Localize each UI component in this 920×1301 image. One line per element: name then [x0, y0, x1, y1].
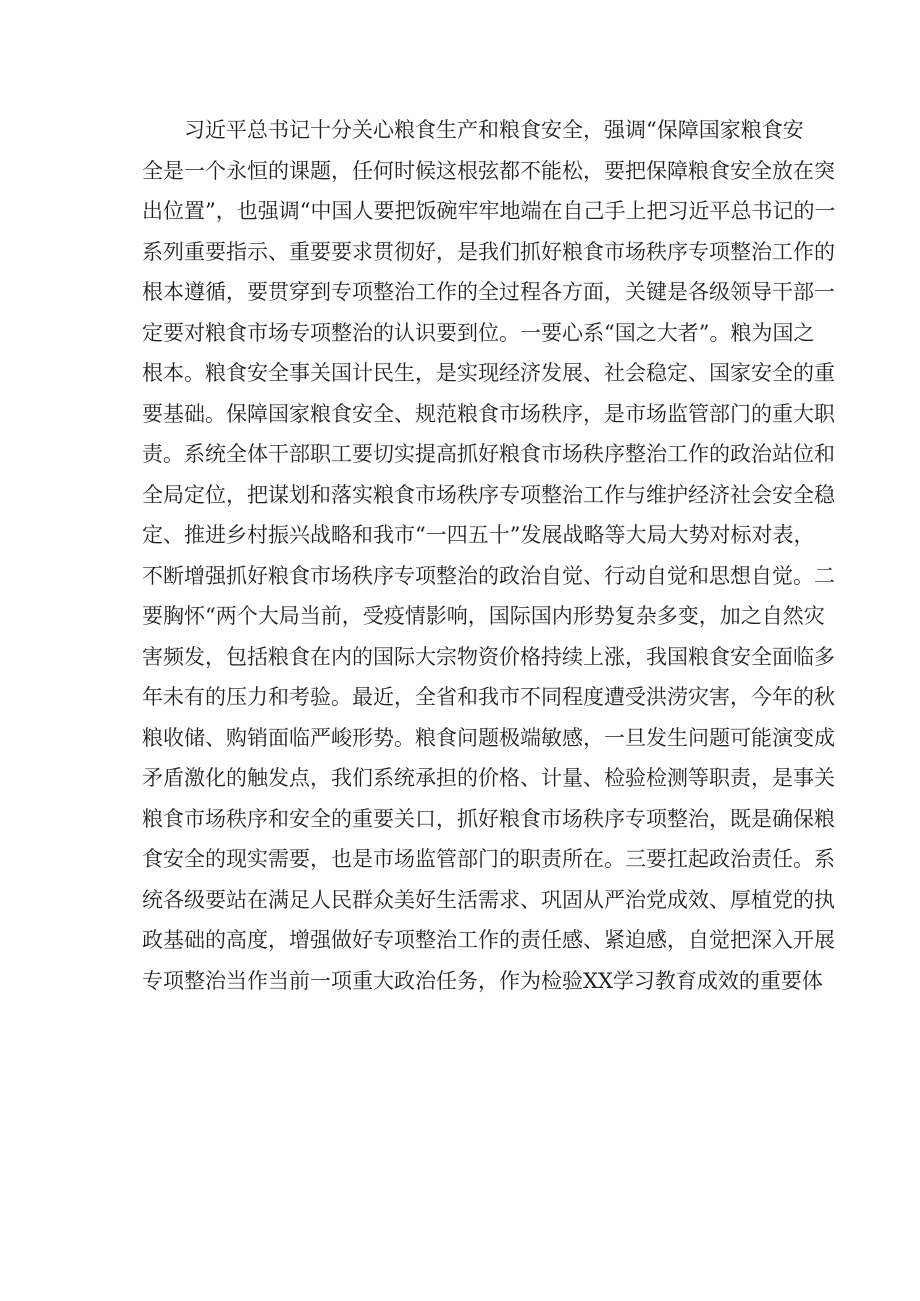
- paragraph-line: 专项整治当作当前一项重大政治任务，作为检验XX学习教育成效的重要体: [142, 968, 823, 993]
- paragraph-line: 统各级要站在满足人民群众美好生活需求、巩固从严治党成效、厚植党的执: [142, 887, 835, 912]
- paragraph-line: 矛盾激化的触发点，我们系统承担的价格、计量、检验检测等职责，是事关: [142, 766, 835, 790]
- paragraph-line: 害频发，包括粮食在内的国际大宗物资价格持续上涨，我国粮食安全面临多: [142, 644, 835, 669]
- body-paragraph: [142, 110, 836, 1001]
- paragraph-line: 全是一个永恒的课题，任何时候这根弦都不能松，要把保障粮食安全放在突: [142, 158, 835, 183]
- paragraph-line: 粮收储、购销面临严峻形势。粮食问题极端敏感，一旦发生问题可能演变成: [142, 725, 835, 750]
- paragraph-line: 定、推进乡村振兴战略和我市“一四五十”发展战略等大局大势对标对表，: [142, 523, 815, 547]
- paragraph-line: 全局定位，把谋划和落实粮食市场秩序专项整治工作与维护经济社会安全稳: [142, 482, 835, 507]
- paragraph-line: 年未有的压力和考验。最近，全省和我市不同程度遭受洪涝灾害，今年的秋: [142, 685, 835, 709]
- paragraph-line: 粮食市场秩序和安全的重要关口，抓好粮食市场秩序专项整治，既是确保粮: [142, 806, 835, 831]
- paragraph-line: 系列重要指示、重要要求贯彻好，是我们抓好粮食市场秩序专项整治工作的: [142, 239, 835, 264]
- paragraph-line: 根本。粮食安全事关国计民生，是实现经济发展、社会稳定、国家安全的重: [142, 361, 835, 385]
- paragraph-line: 习近平总书记十分关心粮食生产和粮食安全，强调“保障国家粮食安: [184, 118, 804, 142]
- paragraph-line: 要胸怀“两个大局当前，受疫情影响，国际国内形势复杂多变，加之自然灾: [142, 604, 825, 628]
- paragraph-line: 出位置”，也强调“中国人要把饭碗牢牢地端在自己手上把习近平总书记的一: [142, 199, 836, 223]
- paragraph-line: 食安全的现实需要，也是市场监管部门的职责所在。三要扛起政治责任。系: [142, 847, 835, 871]
- paragraph-line: 根本遵循，要贯穿到专项整治工作的全过程各方面，关键是各级领导干部一: [142, 280, 835, 304]
- paragraph-line: 要基础。保障国家粮食安全、规范粮食市场秩序，是市场监管部门的重大职: [142, 401, 835, 426]
- paragraph-line: 不断增强抓好粮食市场秩序专项整治的政治自觉、行动自觉和思想自觉。二: [142, 563, 835, 588]
- paragraph-line: 责。系统全体干部职工要切实提高抓好粮食市场秩序整治工作的政治站位和: [142, 442, 835, 466]
- paragraph-line: 定要对粮食市场专项整治的认识要到位。一要心系“国之大者”。粮为国之: [142, 320, 815, 345]
- paragraph-line: 政基础的高度，增强做好专项整治工作的责任感、紧迫感，自觉把深入开展: [142, 928, 835, 952]
